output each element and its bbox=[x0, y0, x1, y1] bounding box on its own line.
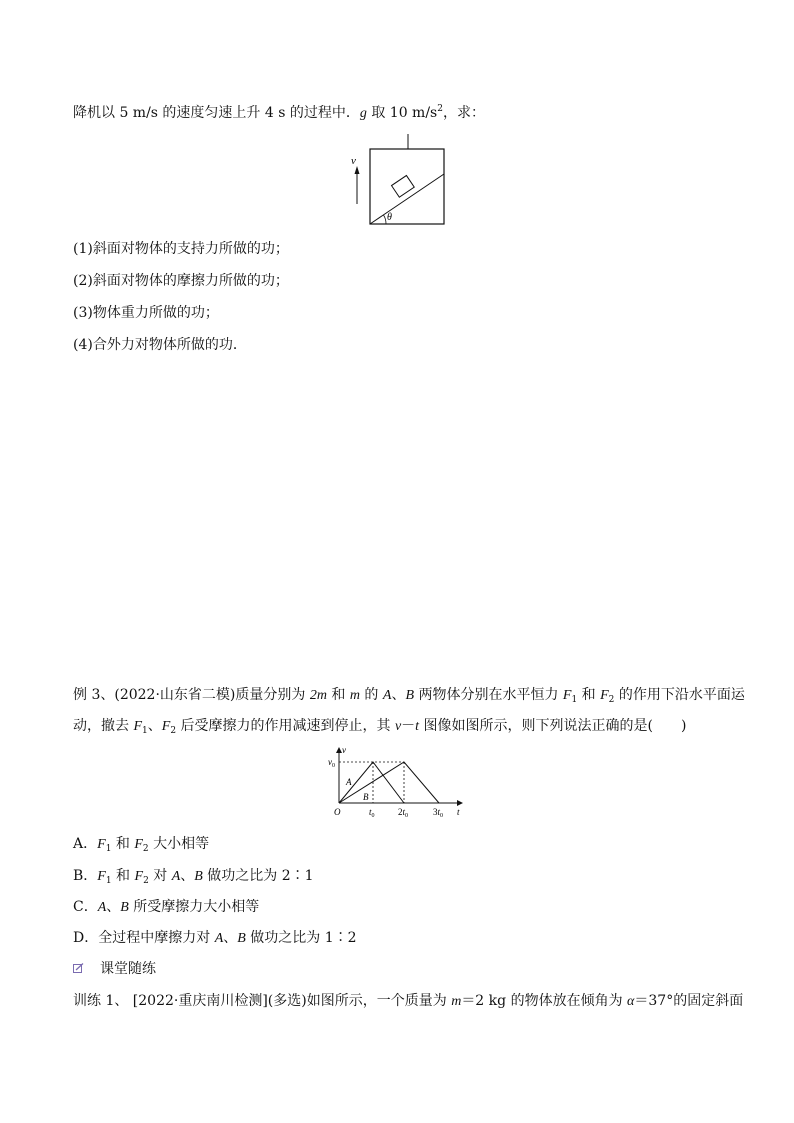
training1-line1: 训练 1、 [2022·重庆南川检测](多选)如图所示，一个质量为 m＝2 kg 的物体放在倾角为 α＝37°的固定斜面 bbox=[73, 993, 744, 1009]
option-d: D．全过程中摩擦力对 A、B 做功之比为 1∶2 bbox=[73, 930, 357, 946]
option-c: C．A、B 所受摩擦力大小相等 bbox=[73, 899, 260, 915]
tick-t0: $t_0$ bbox=[369, 807, 375, 819]
section-title: 课堂随练 bbox=[100, 961, 156, 977]
problem2-intro: 降机以 5 m/s 的速度匀速上升 4 s 的过程中．g 取 10 $m/s^2$，求： bbox=[73, 104, 485, 121]
option-a: A．$F_1$ 和 $F_2$ 大小相等 bbox=[73, 836, 210, 854]
tick-3t0: $3t_0$ bbox=[433, 807, 444, 819]
option-b: B．$F_1$ 和 $F_2$ 对 A、B 做功之比为 2∶1 bbox=[73, 868, 314, 886]
question-2: (2)斜面对物体的摩擦力所做的功； bbox=[73, 273, 289, 289]
question-4: (4)合外力对物体所做的功． bbox=[73, 337, 247, 353]
velocity-label: v bbox=[351, 155, 356, 167]
question-1: (1)斜面对物体的支持力所做的功； bbox=[73, 241, 289, 257]
curve-A-label: A bbox=[346, 777, 352, 787]
checkbox-pen-icon bbox=[73, 963, 84, 974]
example3-line2: 动，撤去 $F_1$、$F_2$ 后受摩擦力的作用减速到停止，其 v－t 图像如图所示，则下列说法正确的是( ) bbox=[73, 718, 687, 736]
example3-line1: 例 3、(2022·山东省二模)质量分别为 2m 和 m 的 A、B 两物体分别在水平恒力 $F_1$ 和 $F_2$ 的作用下沿水平面运 bbox=[73, 687, 745, 705]
theta-arc bbox=[384, 215, 387, 224]
curve-B-label: B bbox=[363, 792, 369, 802]
theta-label: θ bbox=[387, 212, 392, 223]
v-axis-label: v bbox=[342, 745, 346, 755]
question-3: (3)物体重力所做的功； bbox=[73, 305, 219, 321]
vt-graph bbox=[325, 744, 470, 820]
elevator-incline-diagram bbox=[340, 132, 460, 232]
tick-2t0: $2t_0$ bbox=[398, 807, 409, 819]
origin-label: O bbox=[334, 807, 341, 817]
block bbox=[392, 176, 415, 198]
t-axis-label: t bbox=[457, 807, 460, 817]
v0-label: $v_0$ bbox=[328, 757, 335, 769]
